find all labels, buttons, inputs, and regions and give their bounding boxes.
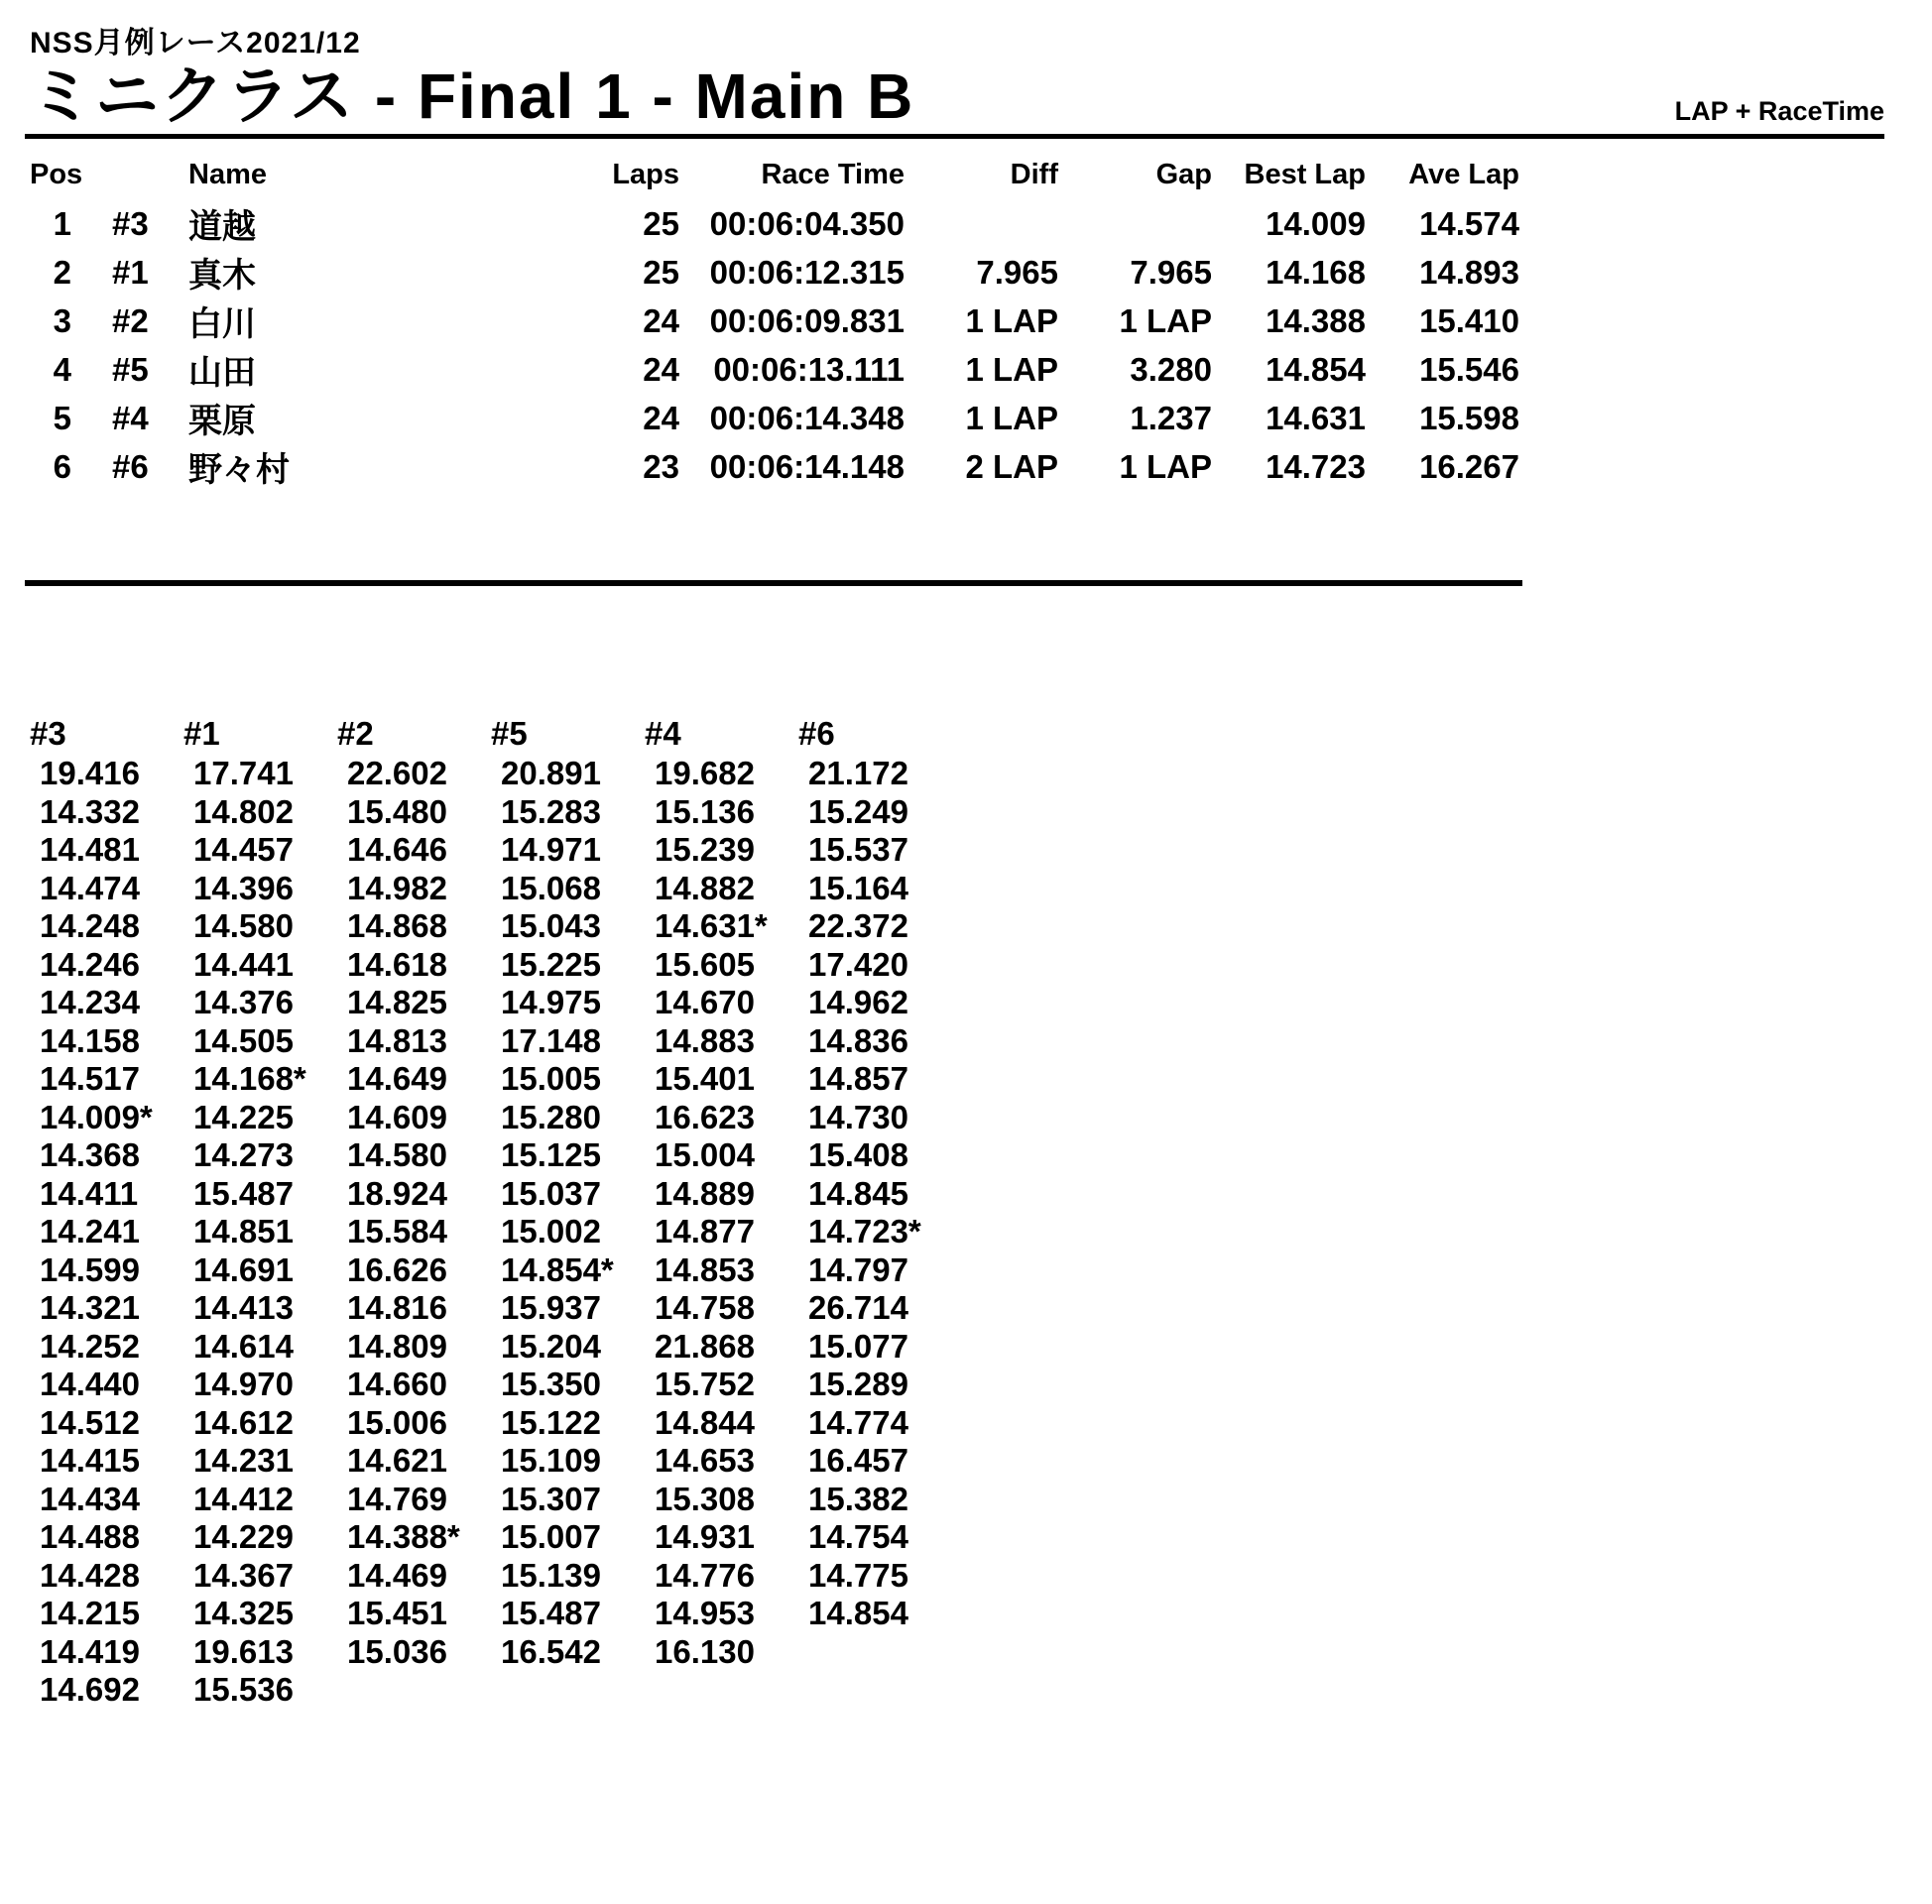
cell-name: 栗原 [188,403,256,440]
lap-time: 14.975 [501,984,601,1020]
lap-time: 22.372 [808,907,908,944]
lap-column-header: #6 [798,715,835,752]
cell-ave-lap: 15.598 [1419,399,1519,436]
lap-time: 14.670 [655,984,755,1020]
lap-time: 15.280 [501,1098,601,1135]
lap-column [30,715,183,1710]
lap-time: 15.164 [808,869,908,906]
lap-time: 15.043 [501,907,601,944]
lap-time: 14.234 [40,984,140,1020]
lap-time: 19.682 [655,755,755,791]
lap-time: 15.002 [501,1213,601,1250]
lap-time: 14.612 [193,1403,294,1441]
cell-best-lap: 14.854 [1266,350,1366,388]
cell-ave-lap: 14.893 [1419,253,1519,291]
cell-best-lap: 14.009 [1266,204,1366,242]
cell-car: #6 [112,447,149,485]
result-row [30,248,1519,297]
cell-gap: 1 LAP [1119,447,1212,485]
lap-column-header: #5 [491,715,528,752]
lap-time: 14.853 [655,1250,755,1288]
cell-name: 白川 [188,305,256,343]
lap-time: 14.962 [808,984,908,1020]
col-header-pos: Pos [30,159,83,190]
lap-time: 15.289 [808,1366,908,1402]
lap-time: 14.836 [808,1021,908,1059]
lap-time: 14.660 [347,1366,447,1402]
lap-time: 14.776 [655,1556,755,1594]
cell-name: 野々村 [188,451,290,489]
lap-time: 15.005 [501,1060,601,1097]
result-row [30,199,1519,248]
result-row [30,345,1519,394]
cell-race-time: 00:06:04.350 [709,204,905,242]
lap-time: 14.809 [347,1327,447,1365]
lap-time: 14.816 [347,1289,447,1326]
title-row [30,60,1884,132]
lap-time: 15.225 [501,945,601,983]
cell-car: #3 [112,204,149,242]
col-header-race-time: Race Time [761,159,905,190]
lap-time: 14.215 [40,1595,140,1631]
lap-time: 15.004 [655,1136,755,1173]
lap-time: 15.487 [193,1174,294,1212]
lap-time: 14.609 [347,1098,447,1135]
lap-time: 15.308 [655,1480,755,1517]
lap-time: 15.408 [808,1136,908,1173]
lap-time: 14.649 [347,1060,447,1097]
cell-gap [1058,199,1212,248]
lap-time: 14.614 [193,1327,294,1365]
lap-time: 14.882 [655,869,755,906]
cell-diff [905,199,1058,248]
cell-car: #1 [112,253,149,291]
lap-time: 14.252 [40,1327,140,1365]
cell-race-time: 00:06:14.348 [709,399,905,436]
lap-time: 15.537 [808,831,908,868]
lap-time: 22.602 [347,755,447,791]
cell-laps: 24 [643,350,679,388]
cell-best-lap: 14.723 [1266,447,1366,485]
lap-time: 15.139 [501,1556,601,1594]
lap-time: 14.413 [193,1289,294,1326]
cell-pos: 2 [53,253,71,291]
cell-car: #5 [112,350,149,388]
lap-time: 21.172 [808,755,908,791]
lap-time: 15.077 [808,1327,908,1365]
lap-column [491,715,645,1710]
lap-time: 14.517 [40,1060,140,1097]
cell-gap: 1 LAP [1119,301,1212,339]
lap-time: 14.599 [40,1250,140,1288]
lap-time: 15.136 [655,792,755,830]
lap-time: 14.321 [40,1289,140,1326]
lap-time: 14.325 [193,1595,294,1631]
cell-laps: 24 [643,399,679,436]
lap-time: 14.419 [40,1632,140,1670]
lap-time: 15.536 [193,1671,294,1708]
lap-time: 14.775 [808,1556,908,1594]
lap-time: 14.488 [40,1518,140,1555]
result-row [30,297,1519,345]
lap-time: 14.229 [193,1518,294,1555]
lap-time: 14.457 [193,831,294,868]
lap-time: 14.769 [347,1480,447,1517]
lap-time: 14.009* [40,1098,153,1135]
lap-time: 14.845 [808,1174,908,1212]
cell-laps: 23 [643,447,679,485]
cell-gap: 7.965 [1130,253,1212,291]
cell-diff: 1 LAP [965,301,1058,339]
cell-name: 真木 [188,257,256,295]
lap-time: 21.868 [655,1327,755,1365]
lap-time: 14.158 [40,1021,140,1059]
lap-time: 17.420 [808,945,908,983]
lap-time: 14.415 [40,1442,140,1479]
lap-time: 14.854* [501,1250,614,1288]
lap-time: 14.621 [347,1442,447,1479]
results-table-body [30,199,1519,491]
cell-best-lap: 14.168 [1266,253,1366,291]
cell-pos: 1 [53,204,71,242]
lap-time: 14.653 [655,1442,755,1479]
cell-ave-lap: 14.574 [1419,204,1519,242]
lap-time: 14.692 [40,1671,140,1708]
lap-time: 15.006 [347,1403,447,1441]
lap-column-header: #2 [337,715,374,752]
lap-time: 14.723* [808,1213,921,1250]
title-divider [25,134,1884,139]
lap-time: 14.273 [193,1136,294,1173]
lap-column-header: #3 [30,715,66,752]
cell-pos: 3 [53,301,71,339]
lap-time: 17.741 [193,755,294,791]
lap-time: 14.512 [40,1403,140,1441]
lap-time: 14.368 [40,1136,140,1173]
cell-race-time: 00:06:13.111 [713,350,905,388]
lap-time: 15.605 [655,945,755,983]
lap-time: 14.854 [808,1595,908,1631]
lap-time: 14.367 [193,1556,294,1594]
lap-time: 26.714 [808,1289,908,1326]
lap-time: 15.382 [808,1480,908,1517]
lap-time: 14.646 [347,831,447,868]
lap-time: 18.924 [347,1174,447,1212]
lap-time: 14.474 [40,869,140,906]
cell-name: 山田 [188,354,256,392]
results-table [30,153,1519,491]
lap-time: 14.412 [193,1480,294,1517]
lap-time: 20.891 [501,755,601,791]
lap-time: 14.758 [655,1289,755,1326]
lap-time: 19.613 [193,1632,294,1670]
cell-laps: 25 [643,253,679,291]
lap-time: 14.411 [40,1174,139,1212]
lap-time: 14.248 [40,907,140,944]
cell-ave-lap: 15.410 [1419,301,1519,339]
lap-time: 16.623 [655,1098,755,1135]
cell-car: #4 [112,399,149,436]
col-header-gap: Gap [1155,159,1212,190]
lap-time: 14.953 [655,1595,755,1631]
cell-diff: 2 LAP [965,447,1058,485]
lap-time: 14.388* [347,1518,460,1555]
col-header-diff: Diff [1010,159,1058,190]
results-header-row [30,153,1519,199]
lap-time: 15.584 [347,1213,447,1250]
result-row [30,442,1519,491]
lap-time: 14.441 [193,945,294,983]
results-divider [25,580,1522,586]
lap-time: 14.883 [655,1021,755,1059]
lap-time: 14.970 [193,1366,294,1402]
event-title: NSS月例レース2021/12 [30,27,361,60]
lap-time: 14.851 [193,1213,294,1250]
lap-time: 16.542 [501,1632,601,1670]
lap-time: 15.480 [347,792,447,830]
col-header-name: Name [188,159,267,190]
cell-laps: 25 [643,204,679,242]
cell-diff: 1 LAP [965,399,1058,436]
lap-time: 14.241 [40,1213,140,1250]
cell-ave-lap: 16.267 [1419,447,1519,485]
lap-time: 14.168* [193,1060,306,1097]
cell-pos: 4 [53,350,71,388]
result-row [30,394,1519,442]
lap-time: 16.626 [347,1250,447,1288]
lap-time: 14.931 [655,1518,755,1555]
col-header-car [84,153,183,199]
lap-time: 15.752 [655,1366,755,1402]
lap-column [645,715,798,1710]
cell-gap: 3.280 [1130,350,1212,388]
cell-pos: 5 [53,399,71,436]
lap-time: 15.109 [501,1442,601,1479]
lap-time: 14.434 [40,1480,140,1517]
lap-time: 14.857 [808,1060,908,1097]
lap-time: 14.396 [193,869,294,906]
cell-race-time: 00:06:14.148 [709,447,905,485]
lap-time: 14.813 [347,1021,447,1059]
col-header-ave-lap: Ave Lap [1408,159,1519,190]
lap-column-header: #1 [183,715,220,752]
lap-time: 15.487 [501,1595,601,1631]
col-header-best-lap: Best Lap [1244,159,1366,190]
page-title: ミニクラス - Final 1 - Main B [30,60,915,132]
lap-time: 14.332 [40,792,140,830]
lap-time: 14.825 [347,984,447,1020]
col-header-laps: Laps [612,159,679,190]
lap-time: 15.249 [808,792,908,830]
lap-time: 16.457 [808,1442,908,1479]
lap-time: 16.130 [655,1632,755,1670]
lap-time: 15.307 [501,1480,601,1517]
lap-time: 15.204 [501,1327,601,1365]
lap-time: 14.481 [40,831,140,868]
lap-time: 15.937 [501,1289,601,1326]
cell-car: #2 [112,301,149,339]
lap-time: 14.868 [347,907,447,944]
lap-time: 14.618 [347,945,447,983]
lap-time: 14.877 [655,1213,755,1250]
lap-column-header: #4 [645,715,681,752]
lap-time: 15.036 [347,1632,447,1670]
cell-pos: 6 [53,447,71,485]
lap-time: 14.580 [347,1136,447,1173]
cell-race-time: 00:06:12.315 [709,253,905,291]
lap-time: 14.844 [655,1403,755,1441]
lap-time: 15.037 [501,1174,601,1212]
lap-time: 15.239 [655,831,755,868]
lap-time: 14.802 [193,792,294,830]
lap-time: 17.148 [501,1021,601,1059]
cell-laps: 24 [643,301,679,339]
lap-time: 14.428 [40,1556,140,1594]
cell-diff: 7.965 [976,253,1058,291]
lap-time: 14.505 [193,1021,294,1059]
report-type-label: LAP + RaceTime [1674,96,1884,126]
lap-column [798,715,952,1710]
lap-time: 14.774 [808,1403,908,1441]
lap-time: 19.416 [40,755,140,791]
lap-time: 14.631* [655,907,768,944]
lap-time: 15.007 [501,1518,601,1555]
lap-time: 14.469 [347,1556,447,1594]
lap-time: 14.691 [193,1250,294,1288]
lap-time: 14.730 [808,1098,908,1135]
lap-time: 15.401 [655,1060,755,1097]
lap-time: 15.122 [501,1403,601,1441]
lap-time: 14.225 [193,1098,294,1135]
cell-best-lap: 14.388 [1266,301,1366,339]
lap-time: 15.350 [501,1366,601,1402]
lap-time: 14.376 [193,984,294,1020]
lap-time: 14.797 [808,1250,908,1288]
lap-time: 14.982 [347,869,447,906]
cell-ave-lap: 15.546 [1419,350,1519,388]
lap-time: 14.889 [655,1174,755,1212]
lap-time: 15.451 [347,1595,447,1631]
lap-time: 14.971 [501,831,601,868]
lap-time: 15.068 [501,869,601,906]
cell-diff: 1 LAP [965,350,1058,388]
lap-time: 14.246 [40,945,140,983]
cell-gap: 1.237 [1130,399,1212,436]
cell-race-time: 00:06:09.831 [709,301,905,339]
lap-time: 15.125 [501,1136,601,1173]
lap-time: 14.231 [193,1442,294,1479]
cell-best-lap: 14.631 [1266,399,1366,436]
lap-column [337,715,491,1710]
lap-time: 15.283 [501,792,601,830]
lap-column [183,715,337,1710]
lap-time: 14.580 [193,907,294,944]
lap-time: 14.754 [808,1518,908,1555]
lap-chart [30,715,1932,1710]
cell-name: 道越 [188,208,256,246]
lap-time: 14.440 [40,1366,140,1402]
